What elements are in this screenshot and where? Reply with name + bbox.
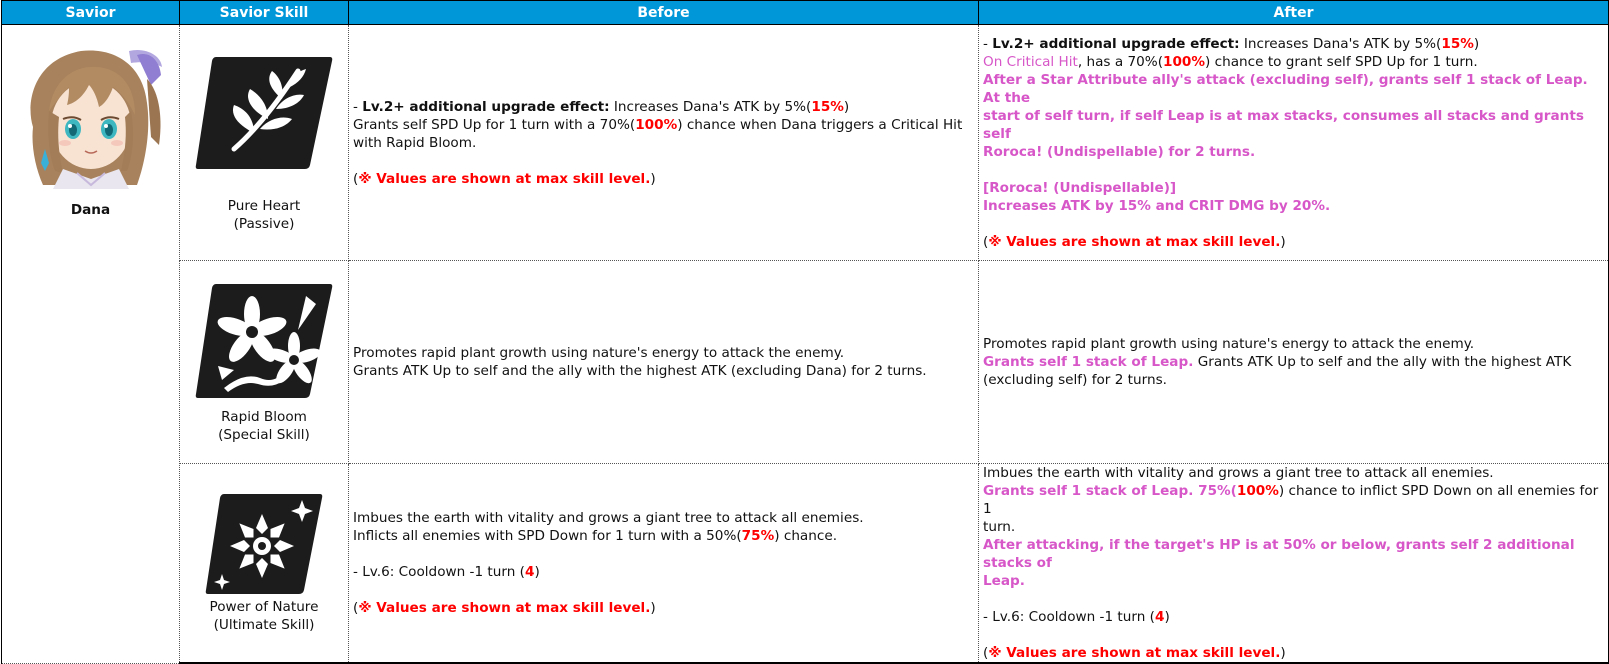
skill-row-power-of-nature — [2, 464, 1609, 664]
before-cell-power-of-nature — [349, 464, 979, 664]
after-line-1: Imbues the earth with vitality and grows a giant tree to attack all enemies. — [983, 465, 1494, 481]
after-cell-power-of-nature — [979, 464, 1609, 664]
header-savior-skill: Savior Skill — [180, 1, 349, 25]
after-line-3: After a Star Attribute ally's attack (excluding self), grants self 1 stack of Leap. At the — [983, 71, 1588, 106]
after-line-4: start of self turn, if self Leap is at max stacks, consumes all stacks and grants self — [983, 107, 1584, 142]
before-line-3: with Rapid Bloom. — [353, 134, 477, 151]
before-line-1: - Lv.2+ additional upgrade effect: Increases Dana's ATK by 5%(15%) — [353, 98, 850, 115]
after-line-6: [Roroca! (Undispellable)] — [983, 179, 1177, 196]
after-line-5: Roroca! (Undispellable) for 2 turns. — [983, 143, 1256, 160]
skill-type: (Ultimate Skill) — [213, 617, 315, 633]
skill-name: Rapid Bloom — [221, 409, 307, 425]
skill-type: (Passive) — [233, 215, 295, 232]
max-level-note: (※ Values are shown at max skill level.) — [983, 645, 1286, 661]
before-cell-rapid-bloom — [349, 261, 979, 464]
skill-type: (Special Skill) — [218, 427, 310, 443]
max-level-note: (※ Values are shown at max skill level.) — [353, 600, 656, 616]
after-line-2: Grants self 1 stack of Leap. 75%(100%) chance to inflict SPD Down on all enemies for 1 — [983, 483, 1599, 517]
before-line-2: Grants ATK Up to self and the ally with the highest ATK (excluding Dana) for 2 turns. — [353, 363, 927, 379]
patch-notes-table — [1, 0, 1609, 664]
max-level-note: (※ Values are shown at max skill level.) — [983, 233, 1286, 250]
before-line-1: Promotes rapid plant growth using nature's energy to attack the enemy. — [353, 345, 845, 361]
leaf-branch-icon — [194, 53, 334, 173]
savior-name: Dana — [70, 202, 111, 218]
after-cell-pure-heart — [979, 25, 1609, 261]
nature-mandala-icon — [204, 492, 324, 596]
before-line-2: Inflicts all enemies with SPD Down for 1 turn with a 50%(75%) chance. — [353, 528, 838, 544]
header-before: Before — [349, 1, 979, 25]
savior-cell — [2, 25, 180, 664]
after-line-2: Grants self 1 stack of Leap. Grants ATK Up to self and the ally with the highest ATK — [983, 354, 1572, 370]
after-line-1: Promotes rapid plant growth using nature's energy to attack the enemy. — [983, 336, 1475, 352]
skill-cell-rapid-bloom — [180, 261, 349, 464]
skill-name: Power of Nature — [209, 599, 319, 615]
after-line-1: - Lv.2+ additional upgrade effect: Increases Dana's ATK by 5%(15%) — [983, 35, 1480, 52]
header-after: After — [979, 1, 1609, 25]
skill-row-pure-heart — [2, 25, 1609, 261]
after-line-3: turn. — [983, 519, 1016, 535]
header-savior: Savior — [2, 1, 180, 25]
before-line-1: Imbues the earth with vitality and grows a giant tree to attack all enemies. — [353, 510, 864, 526]
after-line-5: Leap. — [983, 573, 1025, 589]
before-line-3: - Lv.6: Cooldown -1 turn (4) — [353, 564, 540, 580]
after-line-2: On Critical Hit, has a 70%(100%) chance to grant self SPD Up for 1 turn. — [983, 53, 1478, 70]
after-line-7: Increases ATK by 15% and CRIT DMG by 20%. — [983, 197, 1331, 214]
after-line-4: After attacking, if the target's HP is at 50% or below, grants self 2 additional stacks of — [983, 537, 1575, 571]
max-level-note: (※ Values are shown at max skill level.) — [353, 170, 656, 187]
dana-portrait — [19, 45, 163, 189]
skill-row-rapid-bloom — [2, 261, 1609, 464]
after-line-3: (excluding self) for 2 turns. — [983, 372, 1167, 388]
after-line-6: - Lv.6: Cooldown -1 turn (4) — [983, 609, 1170, 625]
header-row — [2, 1, 1609, 25]
skill-cell-power-of-nature — [180, 464, 349, 664]
before-cell-pure-heart — [349, 25, 979, 261]
skill-name: Pure Heart — [227, 197, 301, 214]
after-cell-rapid-bloom — [979, 261, 1609, 464]
flower-bloom-icon — [194, 280, 334, 402]
skill-cell-pure-heart — [180, 25, 349, 261]
before-line-2: Grants self SPD Up for 1 turn with a 70%(100%) chance when Dana triggers a Critical Hit — [353, 116, 963, 133]
